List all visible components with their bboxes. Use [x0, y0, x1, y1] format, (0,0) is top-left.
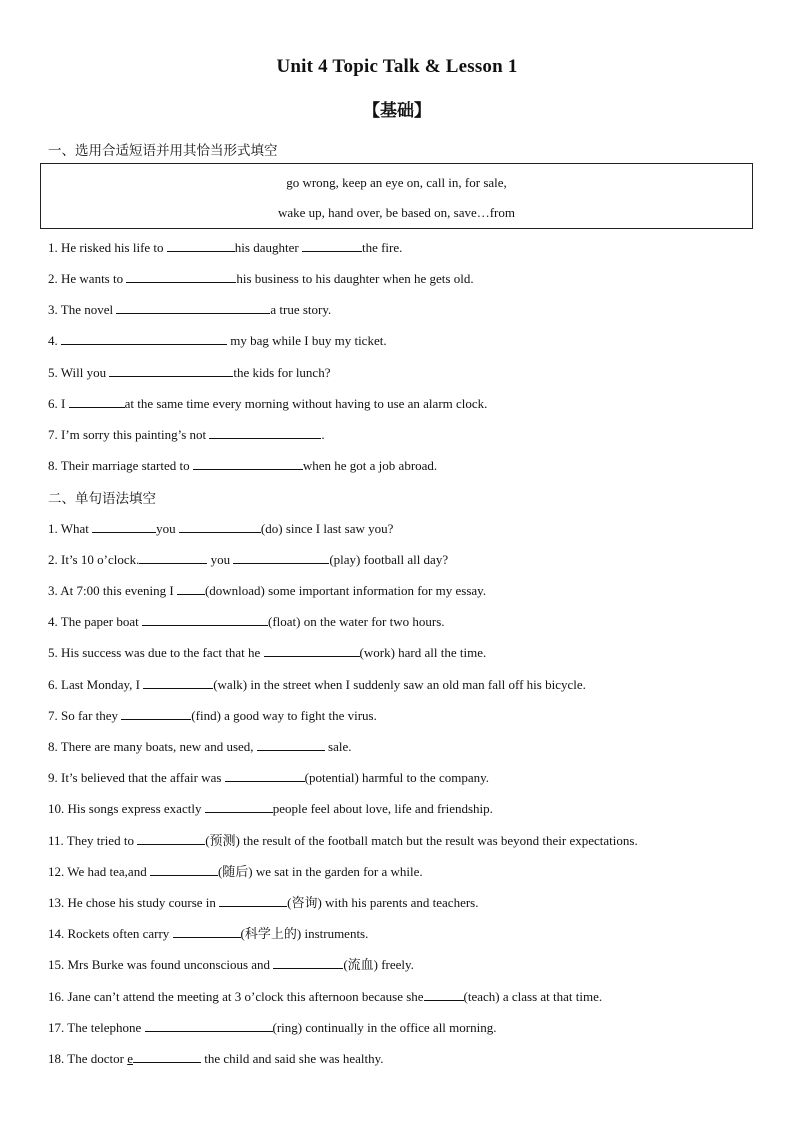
question-text: (咨询) with his parents and teachers.: [287, 895, 479, 910]
question-text: the child and said she was healthy.: [200, 1051, 384, 1066]
s2-question-13: [48, 894, 478, 911]
question-number: 1.: [48, 240, 58, 255]
s2-question-2: [48, 551, 448, 568]
answer-blank[interactable]: [173, 925, 241, 938]
question-number: 2.: [48, 552, 58, 567]
s1-question-7: [48, 426, 325, 443]
s2-question-7: [48, 707, 377, 724]
question-text: (流血) freely.: [343, 957, 414, 972]
answer-blank[interactable]: [205, 800, 273, 813]
question-number: 6.: [48, 396, 58, 411]
page-subtitle: 【基础】: [363, 101, 431, 121]
question-text: his daughter: [234, 240, 302, 255]
answer-blank[interactable]: [167, 239, 235, 252]
question-text: His songs express exactly: [67, 801, 205, 816]
answer-blank[interactable]: [61, 332, 227, 345]
question-text: (find) a good way to fight the virus.: [191, 708, 377, 723]
s2-question-14: [48, 925, 368, 942]
answer-blank[interactable]: [273, 956, 343, 969]
question-text: What: [60, 521, 93, 536]
answer-blank[interactable]: [126, 270, 236, 283]
s2-question-5: [48, 644, 486, 661]
s2-question-4: [48, 613, 445, 630]
question-text: Mrs Burke was found unconscious and: [67, 957, 274, 972]
question-number: 5.: [48, 365, 58, 380]
question-number: 8.: [48, 739, 58, 754]
s2-question-12: [48, 863, 423, 880]
answer-blank[interactable]: [145, 1019, 273, 1032]
question-text: He risked his life to: [61, 240, 167, 255]
s1-question-4: [48, 332, 387, 349]
question-text: Rockets often carry: [67, 926, 173, 941]
question-number: 12.: [48, 864, 65, 879]
question-text: you: [156, 521, 179, 536]
answer-hint-letter: e: [127, 1051, 133, 1066]
s2-question-8: [48, 738, 352, 755]
question-text: He chose his study course in: [67, 895, 220, 910]
answer-blank[interactable]: [116, 301, 270, 314]
question-text: The paper boat: [60, 614, 142, 629]
answer-blank[interactable]: [92, 520, 156, 533]
question-text: It’s 10 o’clock.: [61, 552, 140, 567]
question-text: The telephone: [67, 1020, 145, 1035]
question-number: 11.: [48, 833, 64, 848]
question-text: He wants to: [61, 271, 127, 286]
phrase-box-line1: go wrong, keep an eye on, call in, for sale,: [286, 175, 507, 190]
question-text: my bag while I buy my ticket.: [227, 333, 387, 348]
question-text: (play) football all day?: [329, 552, 449, 567]
answer-blank[interactable]: [209, 426, 321, 439]
question-text: We had tea,and: [67, 864, 150, 879]
section2-heading: 二、单句语法填空: [48, 491, 156, 507]
s1-question-8: [48, 457, 437, 474]
s2-question-9: [48, 769, 489, 786]
question-text: (float) on the water for two hours.: [267, 614, 445, 629]
page-title: Unit 4 Topic Talk & Lesson 1: [276, 56, 518, 77]
question-text: The novel: [60, 302, 117, 317]
question-text: you: [207, 552, 234, 567]
question-number: 9.: [48, 770, 58, 785]
question-text: (ring) continually in the office all morning.: [272, 1020, 497, 1035]
question-text: It’s believed that the affair was: [61, 770, 225, 785]
answer-blank[interactable]: [302, 239, 362, 252]
question-number: 7.: [48, 427, 58, 442]
question-text: (随后) we sat in the garden for a while.: [217, 864, 423, 879]
s2-question-17: [48, 1019, 496, 1036]
question-number: 7.: [48, 708, 58, 723]
phrase-box: [40, 163, 753, 229]
s1-question-6: [48, 395, 487, 412]
question-number: 3.: [48, 302, 58, 317]
question-number: 1.: [48, 521, 58, 536]
s1-question-5: [48, 364, 330, 381]
answer-blank[interactable]: [133, 1050, 201, 1063]
question-number: 10.: [48, 801, 65, 816]
question-text: a true story.: [270, 302, 332, 317]
question-text: people feel about love, life and friendship.: [272, 801, 493, 816]
answer-blank[interactable]: [225, 769, 305, 782]
question-text: So far they: [61, 708, 122, 723]
question-text: They tried to: [66, 833, 138, 848]
question-text: (do) since I last saw you?: [260, 521, 394, 536]
s2-question-1: [48, 520, 393, 537]
answer-blank[interactable]: [233, 551, 329, 564]
answer-blank[interactable]: [142, 613, 268, 626]
answer-blank[interactable]: [121, 707, 191, 720]
s1-question-2: [48, 270, 474, 287]
question-number: 18.: [48, 1051, 65, 1066]
question-number: 8.: [48, 458, 58, 473]
phrase-box-line2: wake up, hand over, be based on, save…from: [277, 205, 515, 220]
answer-blank[interactable]: [139, 551, 207, 564]
section1-heading: 一、选用合适短语并用其恰当形式填空: [48, 143, 278, 159]
question-text: Will you: [60, 365, 110, 380]
answer-blank[interactable]: [264, 644, 360, 657]
question-text: the kids for lunch?: [233, 365, 331, 380]
answer-blank[interactable]: [424, 988, 464, 1001]
s2-question-3: [48, 582, 486, 599]
question-text: There are many boats, new and used,: [60, 739, 257, 754]
answer-blank[interactable]: [143, 676, 213, 689]
question-number: 4.: [48, 333, 58, 348]
question-text: the fire.: [361, 240, 403, 255]
question-number: 15.: [48, 957, 65, 972]
question-text: I: [61, 396, 69, 411]
question-text: The doctor: [67, 1051, 128, 1066]
answer-blank[interactable]: [193, 457, 303, 470]
s1-question-3: [48, 301, 331, 318]
question-text: (科学上的) instruments.: [240, 926, 369, 941]
question-text: (work) hard all the time.: [359, 645, 487, 660]
question-text: Their marriage started to: [60, 458, 193, 473]
question-text: I’m sorry this painting’s not: [61, 427, 210, 442]
answer-blank[interactable]: [137, 832, 205, 845]
question-number: 13.: [48, 895, 65, 910]
question-text: Jane can’t attend the meeting at 3 o’clock this afternoon because she: [67, 989, 424, 1004]
question-number: 3.: [48, 583, 58, 598]
answer-blank[interactable]: [109, 364, 233, 377]
question-text: (potential) harmful to the company.: [304, 770, 490, 785]
question-text: (预测) the result of the football match but the result was beyond their expectations.: [205, 833, 638, 848]
answer-blank[interactable]: [150, 863, 218, 876]
s2-question-11: [48, 832, 638, 849]
question-number: 4.: [48, 614, 58, 629]
s2-question-6: [48, 676, 586, 693]
question-number: 14.: [48, 926, 65, 941]
question-text: at the same time every morning without having to use an alarm clock.: [124, 396, 488, 411]
question-text: .: [321, 427, 325, 442]
question-text: (walk) in the street when I suddenly saw an old man fall off his bicycle.: [213, 677, 586, 692]
s2-question-10: [48, 800, 493, 817]
answer-blank[interactable]: [257, 738, 325, 751]
s2-question-15: [48, 956, 414, 973]
question-text: (download) some important information for my essay.: [204, 583, 487, 598]
question-number: 16.: [48, 989, 65, 1004]
answer-blank[interactable]: [177, 582, 205, 595]
question-text: his business to his daughter when he gets old.: [236, 271, 474, 286]
question-number: 17.: [48, 1020, 65, 1035]
question-text: when he got a job abroad.: [302, 458, 438, 473]
answer-blank[interactable]: [219, 894, 287, 907]
s1-question-1: [48, 239, 402, 256]
question-text: (teach) a class at that time.: [463, 989, 603, 1004]
question-text: At 7:00 this evening I: [60, 583, 177, 598]
s2-question-18: [48, 1050, 384, 1067]
answer-blank[interactable]: [69, 395, 125, 408]
question-number: 6.: [48, 677, 58, 692]
question-text: His success was due to the fact that he: [61, 645, 264, 660]
question-number: 2.: [48, 271, 58, 286]
answer-blank[interactable]: [179, 520, 261, 533]
question-number: 5.: [48, 645, 58, 660]
s2-question-16: [48, 988, 602, 1005]
question-text: Last Monday, I: [61, 677, 144, 692]
question-text: sale.: [324, 739, 352, 754]
